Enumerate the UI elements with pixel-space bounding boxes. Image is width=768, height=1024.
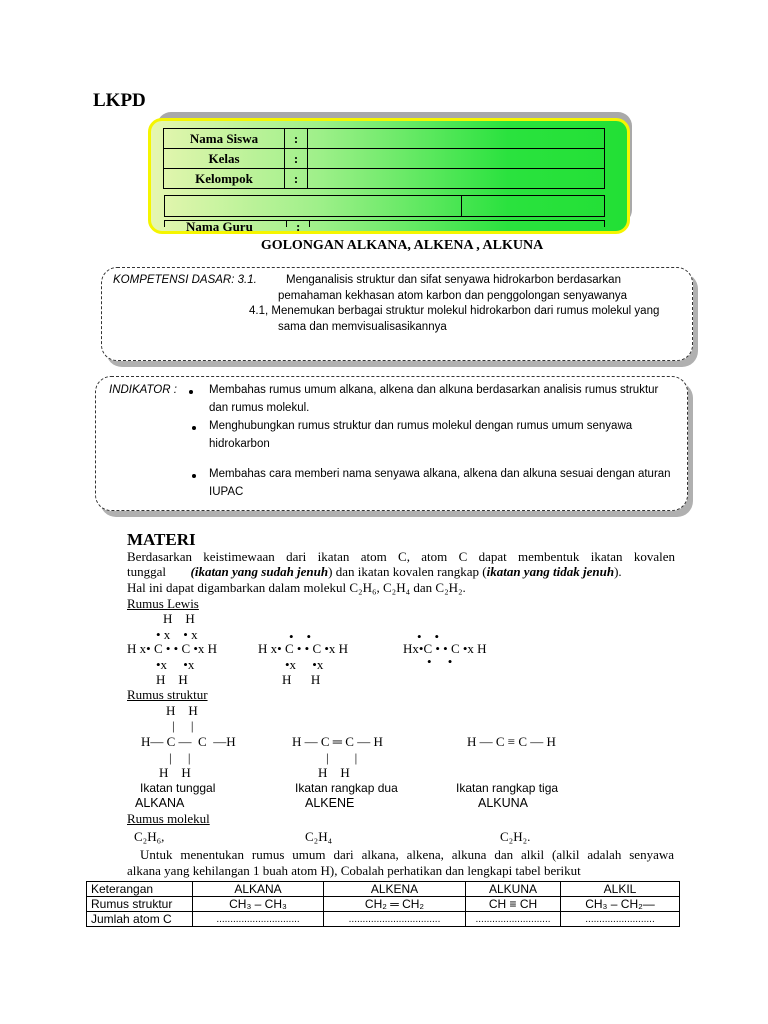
table-cell: Rumus struktur [87,897,193,912]
kelompok-label: Kelompok [164,169,285,189]
colon: : [285,169,308,189]
struktur-alkana-top: H H [166,703,198,718]
struktur-alkena-mid: H — C ═ C — H [292,734,383,749]
kompetensi-line4: sama dan memvisualisasikannya [278,321,447,333]
nama-siswa-field[interactable] [308,129,605,149]
lewis-alkana-bottom: H H [156,672,188,687]
materi-paragraph-2a: Untuk menentukan rumus umum dari alkana, alkena, alkuna dan alkil (alkil adalah senyawa [140,847,674,862]
hidrokarbon-table [86,881,680,927]
lewis-alkena-dots2: •x •x [285,657,324,672]
nama-guru-colon: : [296,219,301,234]
nama-siswa-label: Nama Siswa [164,129,285,149]
table-header-cell: ALKUNA [466,882,561,897]
page-title: GOLONGAN ALKANA, ALKENA , ALKUNA [260,238,544,253]
kompetensi-label: KOMPETENSI DASAR: 3.1. [113,274,257,286]
identity-table [163,128,605,227]
kelas-field[interactable] [308,149,605,169]
kelas-label: Kelas [164,149,285,169]
lewis-alkuna-dots1: • • [417,629,440,644]
indikator-item-3-line1: Membahas cara memberi nama senyawa alkana, alkena dan alkuna sesuai dengan aturan [209,468,671,480]
colon: : [285,149,308,169]
molekul-alkana: C₂H₆, [134,829,165,844]
struktur-alkena-bar: | | [326,750,358,765]
table-cell: CH₃ – CH₂— [561,897,680,912]
lewis-alkana-dots1: • x • x [156,627,198,642]
table-cell: CH₃ – CH₃ [193,897,324,912]
identity-row-nama [164,129,605,149]
struktur-alkuna-mid: H — C ≡ C — H [467,734,556,749]
indikator-item-1-line1: Membahas rumus umum alkana, alkena dan alkuna berdasarkan analisis rumus struktur [209,384,659,396]
lkpd-heading: LKPD [93,90,146,111]
bullet-icon [192,474,196,478]
caption-ikatan-rangkap-dua: Ikatan rangkap dua [295,781,398,795]
bullet-icon [189,390,193,394]
table-header-cell: ALKENA [324,882,466,897]
lewis-alkana-mid: H x• C • • C •x H [127,641,218,656]
table-header-cell: ALKIL [561,882,680,897]
indikator-box [95,376,688,511]
emphasis-tidak-jenuh: ikatan yang tidak jenuh [486,564,615,579]
indikator-item-2-line2: hidrokarbon [209,438,270,450]
molekul-alkuna: C₂H₂. [500,829,531,844]
caption-ikatan-rangkap-tiga: Ikatan rangkap tiga [456,781,559,795]
table-row [87,897,680,912]
nama-guru-label: Nama Guru [186,219,253,234]
rumus-struktur-label: Rumus struktur [127,687,208,702]
indikator-item-2-line1: Menghubungkan rumus struktur dan rumus molekul dengan rumus umum senyawa [209,420,633,432]
table-cell: CH ≡ CH [466,897,561,912]
materi-paragraph-1b [127,564,622,580]
table-row [87,912,680,927]
caption-alkene: ALKENE [305,796,355,810]
caption-alkana: ALKANA [135,796,185,810]
indikator-item-1-line2: dan rumus molekul. [209,402,310,414]
table-header-row [87,882,680,897]
lewis-alkuna-mid: Hx•C • • C •x H [403,641,487,656]
struktur-alkana-mid: H— C — C —H [141,734,236,749]
text: tunggal [127,564,166,579]
table-fill-in-cell[interactable]: ........................... [466,912,561,927]
indikator-label: INDIKATOR : [109,384,177,396]
text: ). [614,564,622,579]
lewis-alkena-dots1: • • [289,629,312,644]
kompetensi-line1: Menganalisis struktur dan sifat senyawa hidrokarbon berdasarkan [286,274,621,286]
emphasis-jenuh: (ikatan yang sudah jenuh [190,564,329,579]
identity-row-kelompok [164,169,605,189]
struktur-alkana-bottom: H H [159,765,191,780]
struktur-alkena-bottom: H H [318,765,350,780]
rumus-molekul-label: Rumus molekul [127,811,210,826]
table-header-cell: ALKANA [193,882,324,897]
lewis-alkana-dots2: •x •x [156,657,195,672]
materi-paragraph-1a: Berdasarkan keistimewaan dari ikatan atom C, atom C dapat membentuk ikatan kovalen [127,549,675,564]
table-cell: CH₂ ═ CH₂ [324,897,466,912]
rumus-lewis-label: Rumus Lewis [127,596,199,611]
colon: : [285,129,308,149]
struktur-alkana-bar2: | | [169,750,191,765]
text: ) dan ikatan kovalen rangkap ( [328,564,487,579]
kompetensi-line3: 4.1, Menemukan berbagai struktur molekul hidrokarbon dari rumus molekul yang [249,305,660,317]
identity-row-kelas [164,149,605,169]
lewis-alkena-bottom: H H [282,672,321,687]
kompetensi-line2: pemahaman kekhasan atom karbon dan penggolongan senyawanya [278,290,628,302]
materi-paragraph-2b: alkana yang kehilangan 1 buah atom H), Cobalah perhatikan dan lengkapi tabel berikut [127,863,581,878]
indikator-item-3-line2: IUPAC [209,486,244,498]
table-fill-in-cell[interactable]: .............................. [193,912,324,927]
caption-alkuna: ALKUNA [478,796,529,810]
bullet-icon [192,426,196,430]
materi-heading: MATERI [127,530,196,549]
lewis-alkena-mid: H x• C • • C •x H [258,641,349,656]
lewis-alkana-top: H H [163,611,195,626]
caption-ikatan-tunggal: Ikatan tunggal [140,781,216,795]
table-fill-in-cell[interactable]: ................................. [324,912,466,927]
table-fill-in-cell[interactable]: ......................... [561,912,680,927]
lewis-alkuna-dots2: • • [427,654,453,669]
kelompok-field[interactable] [308,169,605,189]
struktur-alkana-bar1: | | [172,718,194,733]
identity-box [148,118,630,234]
table-cell: Jumlah atom C [87,912,193,927]
table-header-cell: Keterangan [87,882,193,897]
molekul-alkena: C₂H₄ [305,829,333,844]
materi-paragraph-1c: Hal ini dapat digambarkan dalam molekul C₂H₆, C₂H₄ dan C₂H₂. [127,580,466,595]
